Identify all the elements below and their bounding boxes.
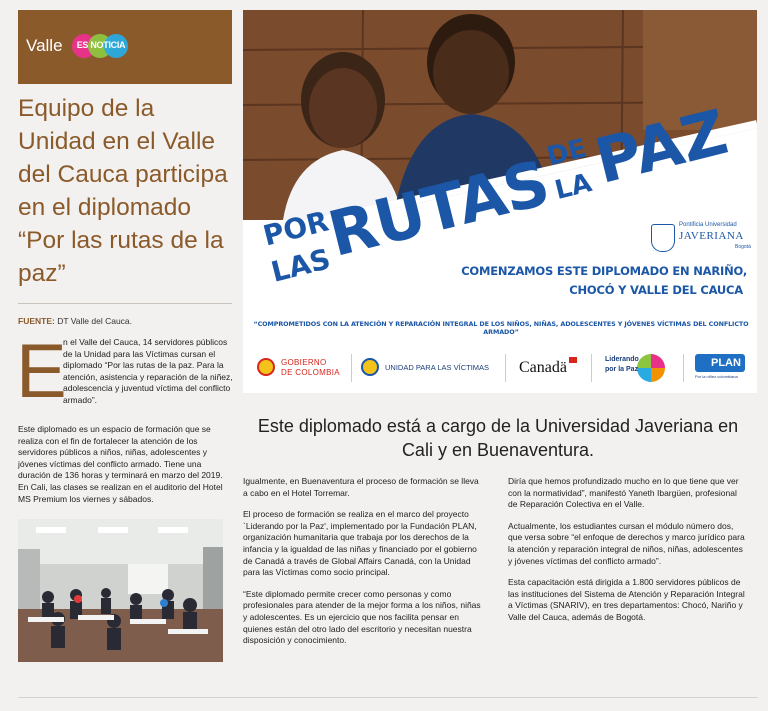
body-paragraph: Este diplomado es un espacio de formación que se realiza con el fin de fortalecer la atención de los servidores públicos a niños, niñas, adolescentes y jóvenes víctimas del conflicto armado. Tiene una duración de 136 horas y terminará en marzo del 2019. En Cali, las clases se realizan en el auditorio del Hotel MS Premium los viernes y sábados. [18,424,223,504]
partner-logos [243,344,757,390]
col-b-paragraph-2: Actualmente, los estudiantes cursan el módulo número dos, que versa sobre “el enfoque de derechos y marco jurídico para la atención y reparación integral de niños, niñas, adolescentes y jóvenes víctimas del conflicto armado”. [508,520,745,566]
region-label[interactable]: Valle [26,36,63,55]
javeriana-logo [651,220,751,256]
poster-word-rutas: RUTAS [321,146,556,271]
hero-poster [243,10,757,393]
title-divider [18,303,232,304]
poster-word-por: POR [259,204,332,253]
logo-canada: Canadä [519,359,567,376]
source-line [18,316,132,326]
article-title: Equipo de la Unidad en el Valle del Cauca participa en el diplomado “Por las rutas de la paz” [18,95,228,287]
badge-label: ES NOTICIA [76,40,126,50]
canada-flag-icon [569,357,577,363]
poster-tagline-2: CHOCÓ Y VALLE DEL CAUCA [569,283,743,297]
poster-word-de: DE [543,133,590,173]
logo-divider-2 [505,354,506,382]
liderando-line1: Liderando [605,356,639,363]
javeriana-top: Pontificia Universidad [679,222,737,228]
col-b-paragraph-3: Esta capacitación está dirigida a 1.800 servidores públicos de las instituciones del Sistema de Atención y Reparación Integral a Víctimas (SNARIV), en tres departamentos: Chocó, Nariño y Valle del Cauca, además de Bogotá. [508,577,745,622]
page-bottom-rule [18,697,758,698]
lead-paragraph: n el Valle del Cauca, 14 servidores públicos de la Unidad para las Víctimas cursan el diplomado “Por las rutas de la paz. Para la atención, asistencia y reparación de la niñez, adolescencia y juventud víctima del conflicto armado”. [63,337,233,405]
gobierno-line2: DE COLOMBIA [281,368,340,377]
poster-word-la: LA [551,168,595,206]
unidad-seal-icon [361,358,379,376]
body-column-right [508,476,748,634]
col-a-paragraph-1: Igualmente, en Buenaventura el proceso de formación se lleva a cabo en el Hotel Torremar. [243,476,479,498]
es-noticia-badge [72,34,130,58]
logo-unidad [361,356,501,380]
article-subheading: Este diplomado está a cargo de la Universidad Javeriana en Cali y en Buenaventura. [257,416,739,460]
classroom-photo [18,519,223,662]
logo-plan [695,354,747,384]
classroom-illustration [18,519,223,662]
javeriana-crest-icon [651,224,675,252]
poster-tagline-1: COMENZAMOS ESTE DIPLOMADO EN NARIÑO, [461,264,747,278]
source-label: FUENTE: [18,316,55,326]
plan-subtitle: Por la niñez colombiana [695,374,738,379]
col-a-paragraph-3: “Este diplomado permite crecer como personas y como profesionales para atender de la mejor forma a los niños, niñas y adolescentes. Es un ejercicio que nos facilita pensar en quienes están del otro lado del escritorio y necesitan nuestra disposición y conocimiento. [243,588,481,646]
col-b-paragraph-1: Diría que hemos profundizado mucho en lo que tiene que ver con la normatividad”, manifestó Yaneth Ibargüen, profesional de Reparación Colectiva en el Valle. [508,476,739,510]
logo-liderando [603,348,677,388]
logo-divider-1 [351,354,352,382]
javeriana-name: JAVERIANA [679,230,744,242]
logo-divider-3 [591,354,592,382]
drop-cap: E [16,329,67,414]
poster-word-paz: PAZ [588,95,735,198]
gobierno-line1: GOBIERNO [281,358,327,367]
unidad-label: UNIDAD PARA LAS VÍCTIMAS [385,363,490,372]
logo-divider-4 [683,354,684,382]
plan-label: PLAN [711,357,741,369]
source-value: DT Valle del Cauca. [54,316,133,326]
javeriana-city: Bogotá [735,244,751,250]
liderando-line2: por la Paz [605,366,639,373]
poster-word-las: LAS [267,242,334,289]
body-column-left [243,476,483,657]
gobierno-crest-icon [257,358,275,376]
col-a-paragraph-2: El proceso de formación se realiza en el marco del proyecto `Liderando por la Paz', implementado por la Fundación PLAN, organización humanitaria que trabaja por los derechos de la infancia y la igualdad de las niñas y financiado por el gobierno de Canadá a través de Global Affairs Canadá, con la Unidad para las Víctimas como socio principal. [243,509,477,578]
liderando-pinwheel-icon [637,354,665,382]
poster-commitment: “COMPROMETIDOS CON LA ATENCIÓN Y REPARACIÓN INTEGRAL DE LOS NIÑOS, NIÑAS, ADOLESCENTES Y JÓVENES VÍCTIMAS DEL CONFLICTO ARMADO” [253,320,749,336]
section-tag [18,10,232,84]
logo-gobierno [257,356,347,380]
